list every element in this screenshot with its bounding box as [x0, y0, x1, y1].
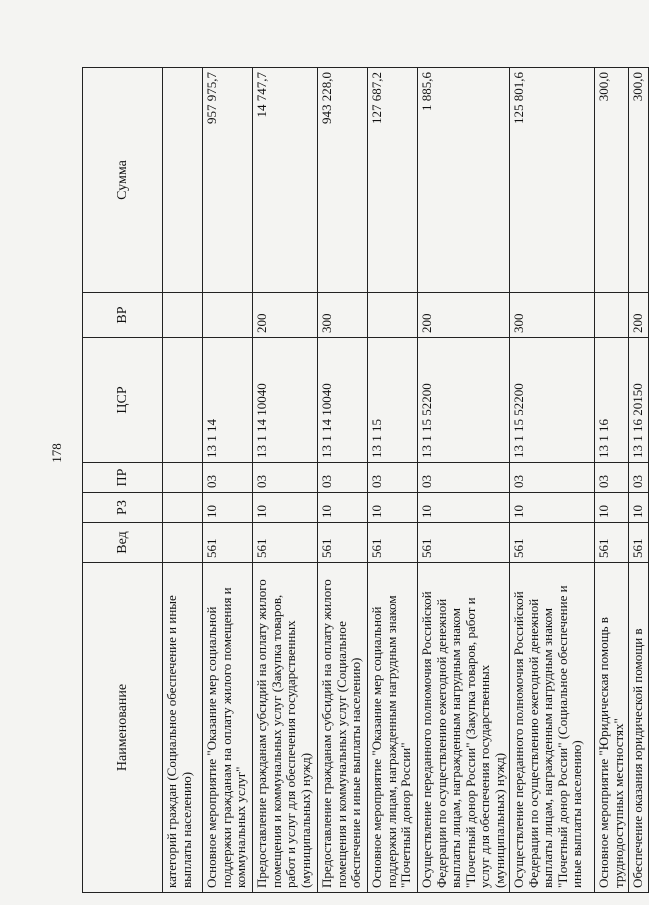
table-row	[203, 68, 253, 893]
cell-pr: 03	[595, 463, 629, 493]
cell-ved: 561	[203, 523, 253, 563]
header-rz: РЗ	[83, 493, 163, 523]
cell-name: Основное мероприятие "Оказание мер социальной поддержки лицам, награжденным нагрудным знаком "Почетный донор России"	[368, 563, 418, 893]
table-row	[595, 68, 629, 893]
cell-csr	[163, 338, 203, 463]
cell-rz: 10	[203, 493, 253, 523]
cell-rz: 10	[368, 493, 418, 523]
header-ved: Вед	[83, 523, 163, 563]
table-viewport	[82, 68, 646, 893]
table-row	[629, 68, 649, 893]
cell-vr: 200	[629, 293, 649, 338]
cell-csr: 13 1 15 52200	[418, 338, 510, 463]
page-number: 178	[49, 443, 64, 463]
header-vr: ВР	[83, 293, 163, 338]
cell-name: Основное мероприятие "Оказание мер социальной поддержки гражданам на оплату жилого помещения и коммунальных услуг"	[203, 563, 253, 893]
cell-vr	[163, 293, 203, 338]
cell-pr: 03	[253, 463, 318, 493]
table-row	[318, 68, 368, 893]
cell-name: Основное мероприятие "Юридическая помощь в труднодоступных местностях"	[595, 563, 629, 893]
cell-sum: 957 975,7	[203, 68, 253, 293]
cell-pr: 03	[368, 463, 418, 493]
cell-sum: 14 747,7	[253, 68, 318, 293]
cell-csr: 13 1 14 10040	[318, 338, 368, 463]
cell-ved	[163, 523, 203, 563]
cell-pr: 03	[203, 463, 253, 493]
cell-csr: 13 1 15 52200	[510, 338, 595, 463]
cell-name: Осуществление переданного полномочия Российской Федерации по осуществлению ежегодной денежной выплаты лицам, награжденным нагрудным знаком "Почетный донор России" (Закупка товаров, работ и услуг для обеспечения государственных (муниципальных) нужд)	[418, 563, 510, 893]
cell-sum: 300,0	[629, 68, 649, 293]
cell-ved: 561	[418, 523, 510, 563]
header-csr: ЦСР	[83, 338, 163, 463]
budget-table	[82, 67, 649, 893]
table-row	[510, 68, 595, 893]
rotated-table-container	[82, 68, 646, 893]
cell-vr	[595, 293, 629, 338]
cell-name: Обеспечение оказания юридической помощи в	[629, 563, 649, 893]
cell-sum: 127 687,2	[368, 68, 418, 293]
cell-name: Осуществление переданного полномочия Российской Федерации по осуществлению ежегодной денежной выплаты лицам, награжденным нагрудным знаком "Почетный донор России" (Социальное обеспечение и иные выплаты населению)	[510, 563, 595, 893]
table-row	[163, 68, 203, 893]
cell-ved: 561	[629, 523, 649, 563]
cell-ved: 561	[253, 523, 318, 563]
cell-rz: 10	[253, 493, 318, 523]
cell-sum: 300,0	[595, 68, 629, 293]
cell-sum: 943 228,0	[318, 68, 368, 293]
cell-ved: 561	[510, 523, 595, 563]
cell-vr: 300	[318, 293, 368, 338]
cell-rz: 10	[629, 493, 649, 523]
cell-ved: 561	[595, 523, 629, 563]
cell-sum: 125 801,6	[510, 68, 595, 293]
cell-sum	[163, 68, 203, 293]
cell-rz: 10	[318, 493, 368, 523]
header-pr: ПР	[83, 463, 163, 493]
cell-rz: 10	[595, 493, 629, 523]
cell-rz: 10	[418, 493, 510, 523]
cell-name: категорий граждан (Социальное обеспечение и иные выплаты населению)	[163, 563, 203, 893]
table-row	[418, 68, 510, 893]
cell-pr: 03	[318, 463, 368, 493]
cell-vr	[368, 293, 418, 338]
cell-ved: 561	[368, 523, 418, 563]
cell-rz	[163, 493, 203, 523]
cell-pr: 03	[629, 463, 649, 493]
cell-name: Предоставление гражданам субсидий на оплату жилого помещения и коммунальных услуг (Закупка товаров, работ и услуг для обеспечения государственных (муниципальных) нужд)	[253, 563, 318, 893]
cell-rz: 10	[510, 493, 595, 523]
cell-sum: 1 885,6	[418, 68, 510, 293]
cell-pr: 03	[418, 463, 510, 493]
cell-vr: 300	[510, 293, 595, 338]
cell-csr: 13 1 16	[595, 338, 629, 463]
header-sum: Сумма	[83, 68, 163, 293]
cell-vr: 200	[253, 293, 318, 338]
cell-vr: 200	[418, 293, 510, 338]
cell-csr: 13 1 14 10040	[253, 338, 318, 463]
cell-vr	[203, 293, 253, 338]
cell-csr: 13 1 14	[203, 338, 253, 463]
cell-pr	[163, 463, 203, 493]
cell-ved: 561	[318, 523, 368, 563]
table-header-row	[83, 68, 163, 893]
header-name: Наименование	[83, 563, 163, 893]
table-row	[368, 68, 418, 893]
cell-csr: 13 1 16 20150	[629, 338, 649, 463]
cell-csr: 13 1 15	[368, 338, 418, 463]
table-row	[253, 68, 318, 893]
cell-name: Предоставление гражданам субсидий на оплату жилого помещения и коммунальных услуг (Социальное обеспечение и иные выплаты населению)	[318, 563, 368, 893]
cell-pr: 03	[510, 463, 595, 493]
